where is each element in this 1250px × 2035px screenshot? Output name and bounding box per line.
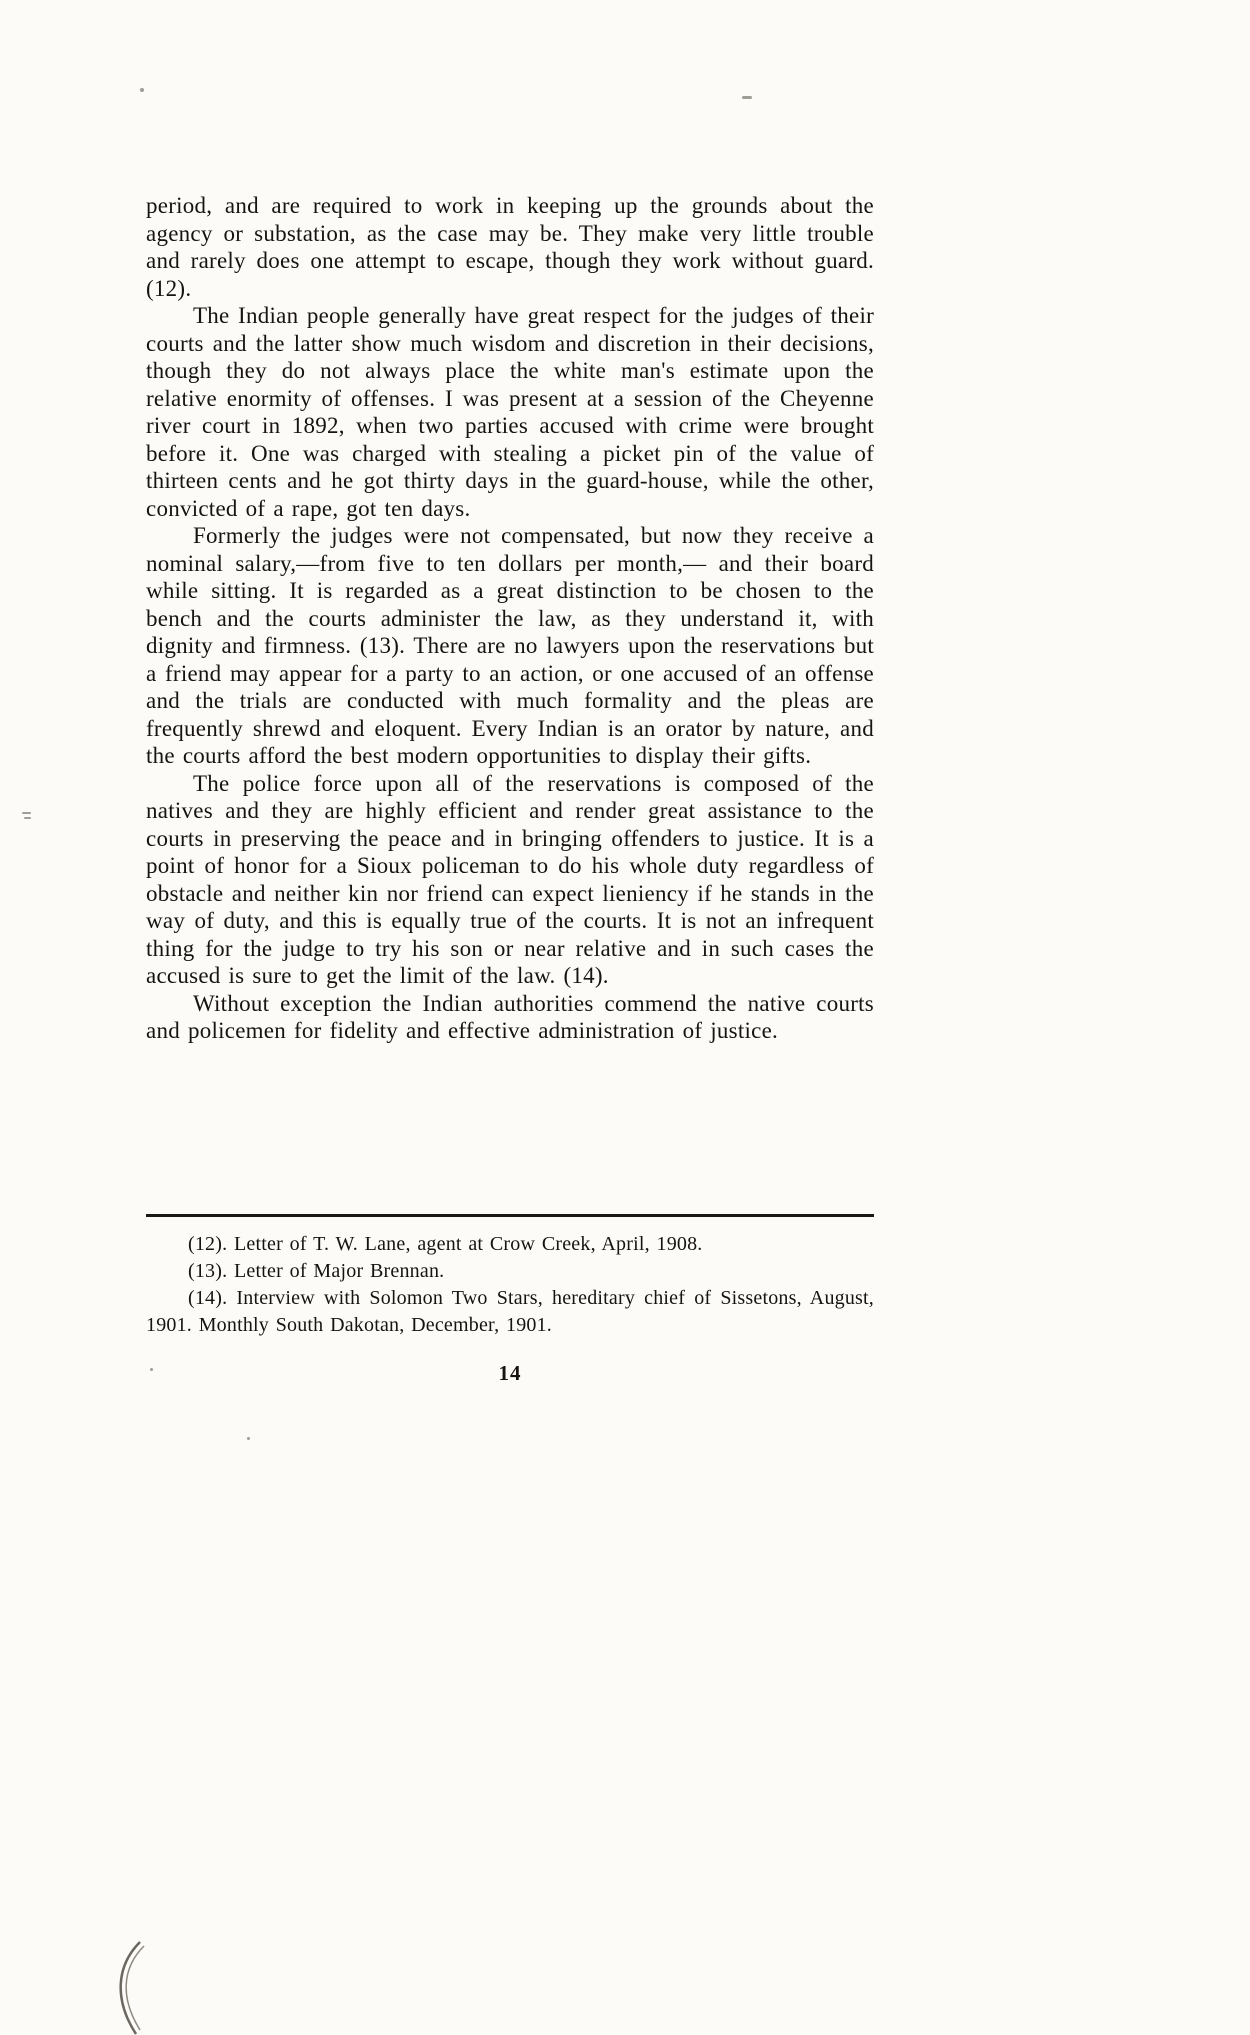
paragraph: Formerly the judges were not compensated, but now they receive a nominal salary,—from five to ten dollars per month,— and their board while sitting. It is regarded as a great distinction to be chosen to the bench and the courts administer the law, as they understand it, with dignity and firmness. (13). There are no lawyers upon the reservations but a friend may appear for a party to an action, or one accused of an offense and the trials are conducted with much formality and the pleas are frequently shrewd and eloquent. Every Indian is an orator by nature, and the courts afford the best modern opportunities to display their gifts. [146,523,874,768]
footnote: (13). Letter of Major Brennan. [188,1260,445,1282]
scan-speck [247,1437,250,1440]
footnote-section [146,1214,874,1386]
footnote-divider [146,1214,874,1217]
paragraph: The Indian people generally have great respect for the judges of their courts and the latter show much wisdom and discretion in their decisions, though they do not always place the white man's estimate upon the relative enormity of offenses. I was present at a session of the Cheyenne river court in 1892, when two parties accused with crime were brought before it. One was charged with stealing a picket pin of the value of thirteen cents and he got thirty days in the guard-house, while the other, convicted of a rape, got ten days. [146,303,874,521]
scan-speck [742,96,752,99]
scan-speck [150,1368,153,1371]
scan-speck [140,88,144,92]
footnote: (12). Letter of T. W. Lane, agent at Crow Creek, April, 1908. [188,1233,703,1255]
paragraph: The police force upon all of the reservations is composed of the natives and they are highly efficient and render great assistance to the courts in preserving the peace and in bringing offenders to justice. It is a point of honor for a Sioux policeman to do his whole duty regardless of obstacle and neither kin nor friend can expect lieniency if he stands in the way of duty, and this is equally true of the courts. It is not an infrequent thing for the judge to try his son or near relative and in such cases the accused is sure to get the limit of the law. (14). [146,770,874,988]
scan-speck [22,812,31,814]
paragraph: Without exception the Indian authorities commend the native courts and policemen for fidelity and effective administration of justice. [146,990,874,1043]
scan-speck [24,817,31,819]
scan-curl-mark [108,1940,150,2035]
footnote: (14). Interview with Solomon Two Stars, hereditary chief of Sissetons, August, 1901. Monthly South Dakotan, December, 1901. [146,1287,874,1336]
paragraph-continuation: period, and are required to work in keeping up the grounds about the agency or substation, as the case may be. They make very little trouble and rarely does one attempt to escape, though they work without guard. (12). [146,193,874,301]
body-text [146,192,874,1045]
page-number: 14 [498,1361,522,1385]
